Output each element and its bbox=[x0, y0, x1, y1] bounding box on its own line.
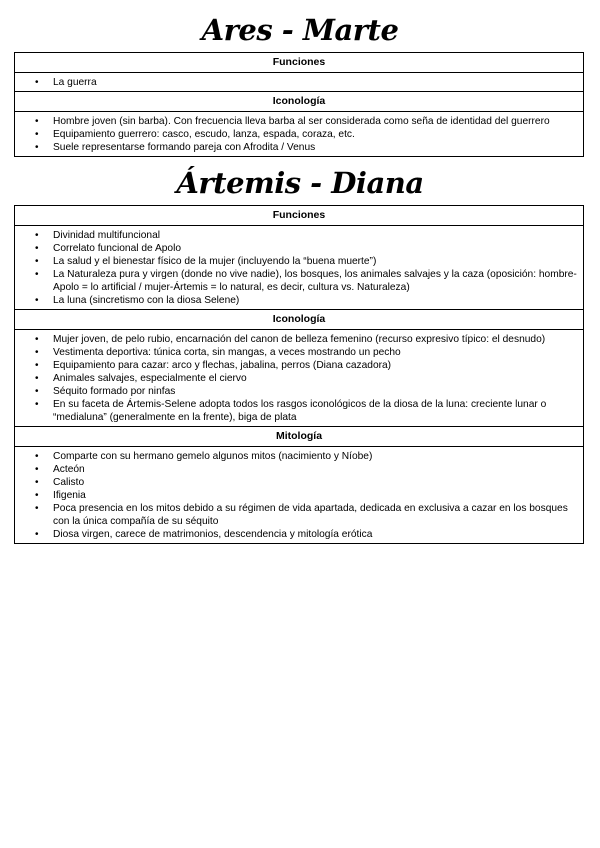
artemis-title: Ártemis - Diana bbox=[176, 166, 424, 200]
list-item: • Animales salvajes, especialmente el ciervo bbox=[53, 372, 577, 385]
artemis-mitologia-list bbox=[53, 450, 577, 541]
ares-iconografia-header: Iconología bbox=[15, 92, 583, 112]
list-item: • La salud y el bienestar físico de la mujer (incluyendo la “buena muerte”) bbox=[53, 255, 577, 268]
list-item: • Diosa virgen, carece de matrimonios, descendencia y mitología erótica bbox=[53, 528, 577, 541]
list-item: • Acteón bbox=[53, 463, 577, 476]
artemis-iconografia-list bbox=[53, 333, 577, 424]
artemis-iconografia-body bbox=[15, 330, 583, 427]
artemis-funciones-list bbox=[53, 229, 577, 307]
list-item: • La luna (sincretismo con la diosa Selene) bbox=[53, 294, 577, 307]
ares-iconografia-list bbox=[53, 115, 577, 154]
list-item: • Ifigenia bbox=[53, 489, 577, 502]
list-item: • Comparte con su hermano gemelo algunos mitos (nacimiento y Níobe) bbox=[53, 450, 577, 463]
list-item: • Calisto bbox=[53, 476, 577, 489]
artemis-iconografia-header: Iconología bbox=[15, 310, 583, 330]
ares-funciones-header: Funciones bbox=[15, 53, 583, 73]
list-item: • En su faceta de Ártemis-Selene adopta todos los rasgos iconológicos de la diosa de la luna: creciente lunar o “medialuna” (generalmente en la frente), biga de plata bbox=[53, 398, 577, 424]
list-item: • Equipamiento guerrero: casco, escudo, lanza, espada, coraza, etc. bbox=[53, 128, 577, 141]
list-item: • Divinidad multifuncional bbox=[53, 229, 577, 242]
list-item: • Vestimenta deportiva: túnica corta, sin mangas, a veces mostrando un pecho bbox=[53, 346, 577, 359]
list-item: • Mujer joven, de pelo rubio, encarnación del canon de belleza femenino (recurso expresivo típico: el desnudo) bbox=[53, 333, 577, 346]
artemis-funciones-header: Funciones bbox=[15, 206, 583, 226]
list-item: • Suele representarse formando pareja con Afrodita / Venus bbox=[53, 141, 577, 154]
ares-title: Ares - Marte bbox=[201, 13, 399, 47]
list-item: • Correlato funcional de Apolo bbox=[53, 242, 577, 255]
artemis-funciones-body bbox=[15, 226, 583, 310]
ares-funciones-body bbox=[15, 73, 583, 92]
ares-table bbox=[14, 52, 584, 157]
ares-funciones-list bbox=[53, 76, 577, 89]
list-item: • Poca presencia en los mitos debido a su régimen de vida apartada, dedicada en exclusiva a cazar en los bosques con la única compañía de su séquito bbox=[53, 502, 577, 528]
artemis-table bbox=[14, 205, 584, 544]
artemis-mitologia-header: Mitología bbox=[15, 427, 583, 447]
artemis-mitologia-body bbox=[15, 447, 583, 543]
ares-iconografia-body bbox=[15, 112, 583, 156]
list-item: • Equipamiento para cazar: arco y flechas, jabalina, perros (Diana cazadora) bbox=[53, 359, 577, 372]
list-item: • Séquito formado por ninfas bbox=[53, 385, 577, 398]
list-item: • La Naturaleza pura y virgen (donde no vive nadie), los bosques, los animales salvajes y la caza (oposición: hombre-Apolo = lo artificial / mujer-Ártemis = lo natural, es decir, cultura vs. Naturaleza) bbox=[53, 268, 577, 294]
list-item: • La guerra bbox=[53, 76, 577, 89]
list-item: • Hombre joven (sin barba). Con frecuencia lleva barba al ser considerada como seña de identidad del guerrero bbox=[53, 115, 577, 128]
